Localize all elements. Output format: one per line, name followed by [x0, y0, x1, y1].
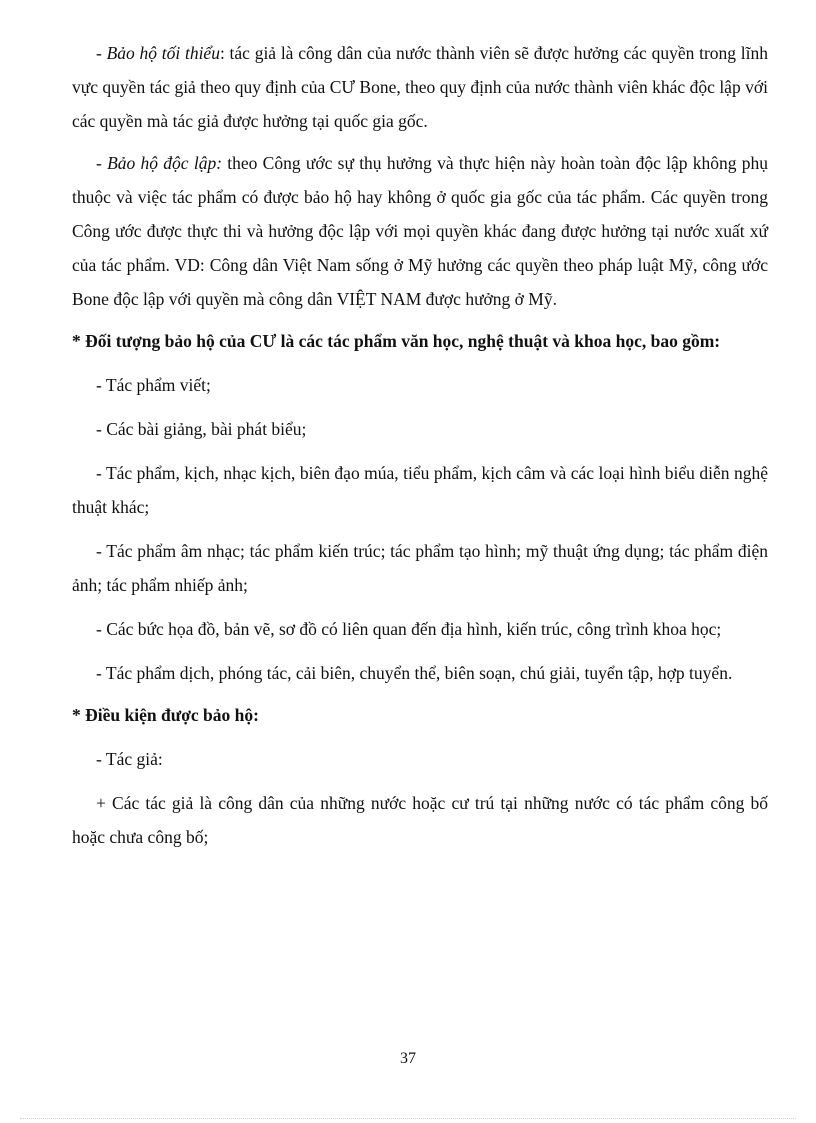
independent-protection-text: theo Công ước sự thụ hưởng và thực hiện này hoàn toàn độc lập không phụ thuộc và việc tác phẩm có được bảo hộ hay không ở quốc gia gốc của tác phẩm. Các quyền trong Công ước được thực thi và hưởng độc lập với mọi quyền khác đang được hưởng tại nước xuất xứ của tác phẩm. VD: Công dân Việt Nam sống ở Mỹ hưởng các quyền theo pháp luật Mỹ, công ước Bone độc lập với quyền mà công dân VIỆT NAM được hưởng ở Mỹ.: [72, 153, 768, 309]
minimum-protection-label: - Bảo hộ tối thiểu: [96, 43, 220, 63]
list-item: - Tác phẩm dịch, phóng tác, cải biên, chuyển thể, biên soạn, chú giải, tuyển tập, hợp tuyển.: [96, 663, 733, 683]
list-item: - Tác phẩm viết;: [96, 375, 211, 395]
page-number: 37: [400, 1050, 416, 1067]
list-item: - Tác phẩm, kịch, nhạc kịch, biên đạo múa, tiểu phẩm, kịch câm và các loại hình biểu diễn nghệ thuật khác;: [72, 463, 768, 517]
document-page: [72, 36, 768, 854]
page-bottom-border: [20, 1118, 796, 1119]
paragraph-independent-protection: [72, 146, 768, 316]
minimum-protection-text: : tác giả là công dân của nước thành viên sẽ được hưởng các quyền trong lĩnh vực quyền tác giả theo quy định của CƯ Bone, theo quy định của nước thành viên khác độc lập với các quyền mà tác giả được hưởng tại quốc gia gốc.: [72, 43, 768, 131]
list-item: - Các bức họa đồ, bản vẽ, sơ đồ có liên quan đến địa hình, kiến trúc, công trình khoa học;: [96, 619, 722, 639]
list-item: - Tác phẩm âm nhạc; tác phẩm kiến trúc; tác phẩm tạo hình; mỹ thuật ứng dụng; tác phẩm điện ảnh; tác phẩm nhiếp ảnh;: [72, 541, 768, 595]
heading-protection-conditions: * Điều kiện được bảo hộ:: [72, 705, 259, 725]
list-item: - Tác giả:: [96, 749, 163, 769]
heading-protected-subjects: * Đối tượng bảo hộ của CƯ là các tác phẩm văn học, nghệ thuật và khoa học, bao gồm:: [72, 331, 721, 351]
list-item: - Các bài giảng, bài phát biểu;: [96, 419, 307, 439]
paragraph-minimum-protection: [72, 36, 768, 138]
list-item: + Các tác giả là công dân của những nước hoặc cư trú tại những nước có tác phẩm công bố hoặc chưa công bố;: [72, 793, 768, 847]
independent-protection-label: - Bảo hộ độc lập:: [96, 153, 223, 173]
